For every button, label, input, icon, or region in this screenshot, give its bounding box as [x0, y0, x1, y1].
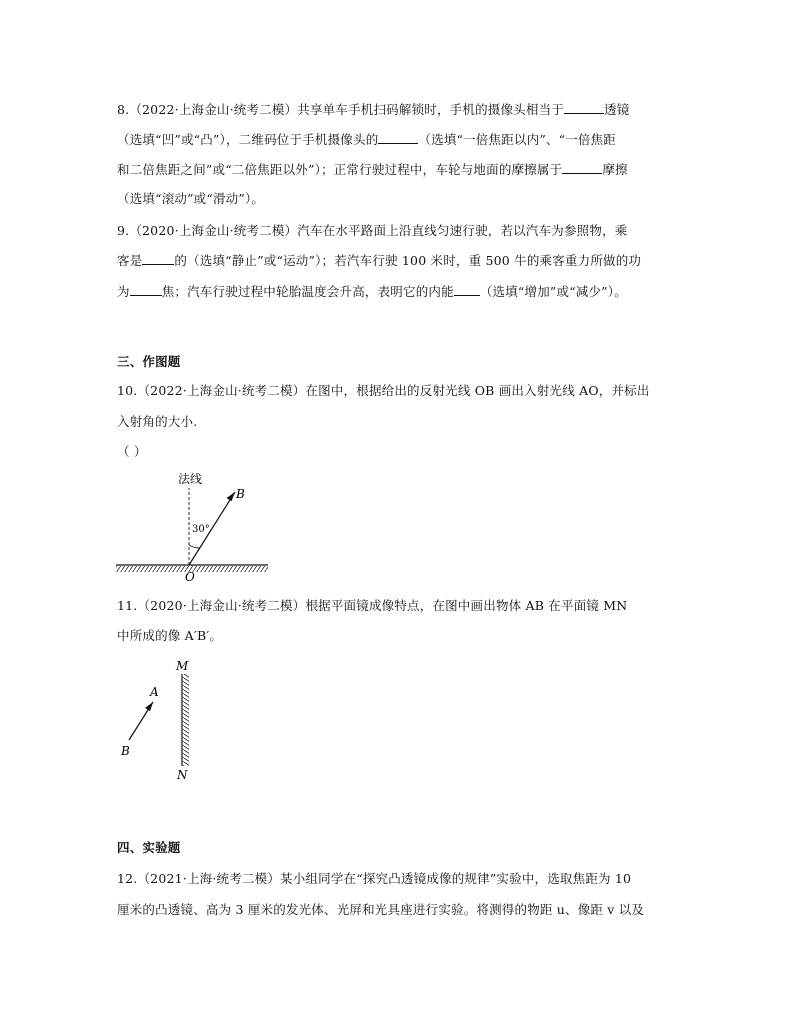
q8-blank-1[interactable]: [564, 102, 604, 114]
point-m-label: M: [176, 659, 189, 673]
q8-text: （选填“凹”或“凸”），二维码位于手机摄像头的: [117, 132, 379, 147]
angle-label: 30°: [192, 524, 210, 535]
q8-blank-3[interactable]: [562, 162, 602, 174]
q8-line-1: [117, 102, 687, 118]
q9-line-1: 9.（2020·上海金山·统考二模）汽车在水平路面上沿直线匀速行驶，若以汽车为参照物，乘: [117, 223, 628, 238]
q9-text: 为: [117, 284, 130, 299]
q10-line-1: 10.（2022·上海金山·统考二模）在图中，根据给出的反射光线 OB 画出入射光线 AO，并标出: [117, 383, 650, 398]
q9-line-3: [117, 284, 687, 300]
q9-text: 客是: [117, 253, 143, 268]
point-n-label: N: [177, 768, 188, 782]
q9-line-2: [117, 253, 687, 269]
q11-line-2: 中所成的像 A′B′。: [117, 628, 223, 643]
normal-label: 法线: [178, 472, 203, 486]
q8-text: 8.（2022·上海金山·统考二模）共享单车手机扫码解锁时，手机的摄像头相当于: [117, 102, 564, 117]
q9-text: （选填“增加”或“减少”）。: [479, 284, 627, 299]
q9-text: 焦；汽车行驶过程中轮胎温度会升高，表明它的内能: [161, 284, 454, 299]
q12-line-2: 厘米的凸透镜、高为 3 厘米的发光体、光屏和光具座进行实验。将测得的物距 u、像距 v 以及: [117, 902, 645, 917]
point-o-label: O: [185, 570, 195, 584]
q10-answer-bracket[interactable]: （ ）: [117, 444, 147, 459]
mirror-hatching: [183, 674, 189, 766]
section-heading-3: 三、作图题: [117, 354, 181, 369]
q9-blank-1[interactable]: [142, 253, 174, 265]
reflection-figure: [110, 462, 280, 584]
q12-line-1: 12.（2021·上海·统考二模）某小组同学在“探究凸透镜成像的规律”实验中，选取焦距为 10: [117, 871, 632, 886]
q8-text: 透镜: [604, 102, 630, 117]
point-a-label: A: [150, 685, 159, 699]
q9-blank-3[interactable]: [454, 284, 480, 296]
q9-text: 的（选填“静止”或“运动”）；若汽车行驶 100 米时，重 500 牛的乘客重力所做的功: [174, 253, 642, 268]
plane-mirror-figure: [112, 654, 202, 784]
ray-arrowhead: [227, 492, 236, 501]
q11-line-1: 11.（2020·上海金山·统考二模）根据平面镜成像特点，在图中画出物体 AB 在平面镜 MN: [117, 598, 628, 613]
q8-text: （选填“一倍焦距以内”、“一倍焦距: [418, 132, 616, 147]
q8-line-2: [117, 132, 687, 148]
point-b-label: B: [236, 487, 245, 501]
q8-text: 和二倍焦距之间”或“二倍焦距以外”）；正常行驶过程中，车轮与地面的摩擦属于: [117, 162, 563, 177]
q8-line-4: （选填“滚动”或“滑动”）。: [117, 191, 265, 206]
q10-line-2: 入射角的大小.: [117, 414, 198, 429]
q9-blank-2[interactable]: [130, 284, 162, 296]
q8-blank-2[interactable]: [378, 132, 418, 144]
object-arrowhead: [145, 702, 153, 711]
q8-line-3: [117, 162, 687, 178]
point-b-label: B: [121, 744, 130, 758]
section-heading-4: 四、实验题: [117, 840, 181, 855]
q8-text: 摩擦: [602, 162, 628, 177]
angle-arc: [189, 545, 200, 548]
